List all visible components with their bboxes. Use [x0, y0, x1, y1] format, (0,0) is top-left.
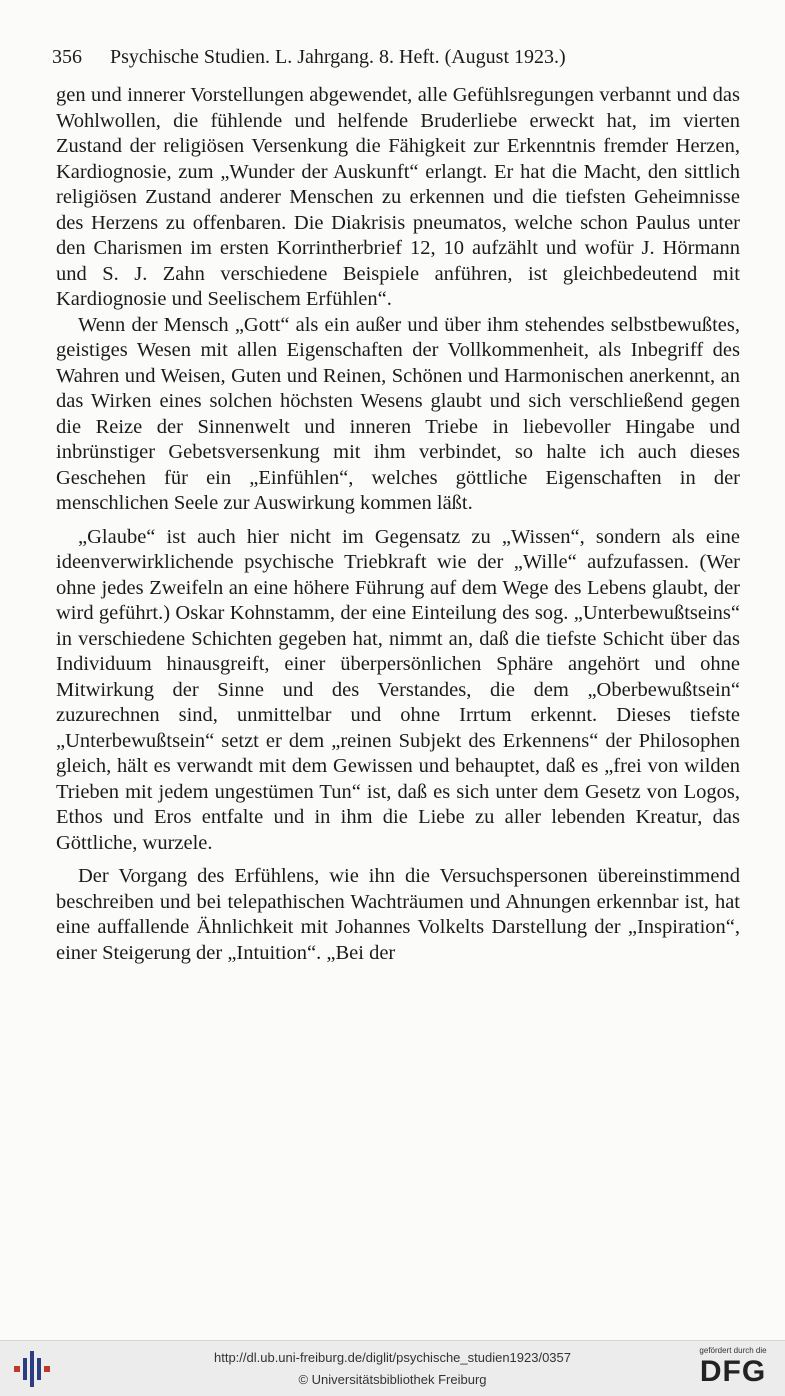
- page-number: 356: [52, 46, 82, 68]
- viewer-footer: [0, 1340, 785, 1396]
- paragraph-1: gen und innerer Vorstellungen abgewendet, alle Gefühlsregungen verbannt und das Wohlwollen, die fühlende und helfende Bruderliebe erweckt hat, im vierten Zustand der religiösen Versenkung die Fähigkeit zur Erkenntnis fremder Herzen, Kardiognosie, zum „Wunder der Auskunft“ erlangt. Er hat die Macht, den sittlich religiösen Zustand anderer Menschen zu erkennen und die tiefsten Geheimnisse des Herzens zu offenbaren. Die Diakrisis pneumatos, welche schon Paulus unter den Charismen im ersten Korrintherbrief 12, 10 aufzählt und wofür J. Hörmann und S. J. Zahn verschiedene Beispiele anführen, ist gleichbedeutend mit Kardiognosie und Seelischem Erfühlen“.: [56, 84, 740, 310]
- dfg-caption: gefördert durch die: [699, 1346, 767, 1355]
- dfg-logo-text: DFG: [699, 1355, 767, 1388]
- copyright-text: © Universitätsbibliothek Freiburg: [298, 1372, 487, 1387]
- running-title: Psychische Studien. L. Jahrgang. 8. Heft. (August 1923.): [110, 46, 566, 68]
- paragraph-3: „Glaube“ ist auch hier nicht im Gegensatz zu „Wissen“, sondern als eine ideenverwirklichende psychische Triebkraft wie der „Wille“ aufzufassen. (Wer ohne jedes Zweifeln an eine höhere Führung auf dem Wege des Lebens glaubt, der wird geführt.) Oskar Kohnstamm, der eine Einteilung des sog. „Unterbewußtseins“ in verschiedene Schichten gegeben hat, nimmt an, daß die tiefste Schicht über das Individuum hinausgreift, einer überpersönlichen Sphäre angehört und ohne Mitwirkung der Sinne und des Verstandes, die dem „Oberbewußtsein“ zuzurechnen sind, unmittelbar und ohne Irrtum erkennt. Dieses tiefste „Unterbewußtsein“ setzt er dem „reinen Subjekt des Erkennens“ der Philosophen gleich, hält es verwandt mit dem Gewissen und behauptet, daß es „frei von wilden Trieben mit jedem ungestümen Tun“ ist, daß es sich unter dem Gesetz von Logos, Ethos und Eros entfalte und in ihm die Liebe zu aller lebenden Kreatur, das Göttliche, wurzele.: [56, 525, 740, 854]
- paragraph-2: Wenn der Mensch „Gott“ als ein außer und über ihm stehendes selbstbewußtes, geistiges Wesen mit allen Eigenschaften der Vollkommenheit, als Inbegriff des Wahren und Weisen, Guten und Reinen, Schönen und Harmonischen anerkennt, an das Wirken eines solchen höchsten Wesens glaubt und sich verschließend gegen die Reize der Sinnenwelt und inneren Triebe in liebevoller Hingabe und inbrünstiger Gebetsversenkung mit ihm verbindet, so halte ich auch dieses Geschehen für ein „Einfühlen“, welches göttliche Eigenschaften in der menschlichen Seele zur Auswirkung kommen läßt.: [56, 313, 740, 514]
- source-url-link[interactable]: http://dl.ub.uni-freiburg.de/diglit/psychische_studien1923/0357: [213, 1350, 572, 1365]
- page-header: [52, 44, 742, 70]
- body-text: [56, 83, 740, 966]
- paragraph-4: Der Vorgang des Erfühlens, wie ihn die Versuchspersonen übereinstimmend beschreiben und bei telepathischen Wachträumen und Ahnungen erkennbar ist, hat eine auffallende Ähnlichkeit mit Johannes Volkelts Darstellung der „Inspiration“, einer Steigerung der „Intuition“. „Bei der: [56, 865, 740, 964]
- dfg-logo: [691, 1346, 775, 1392]
